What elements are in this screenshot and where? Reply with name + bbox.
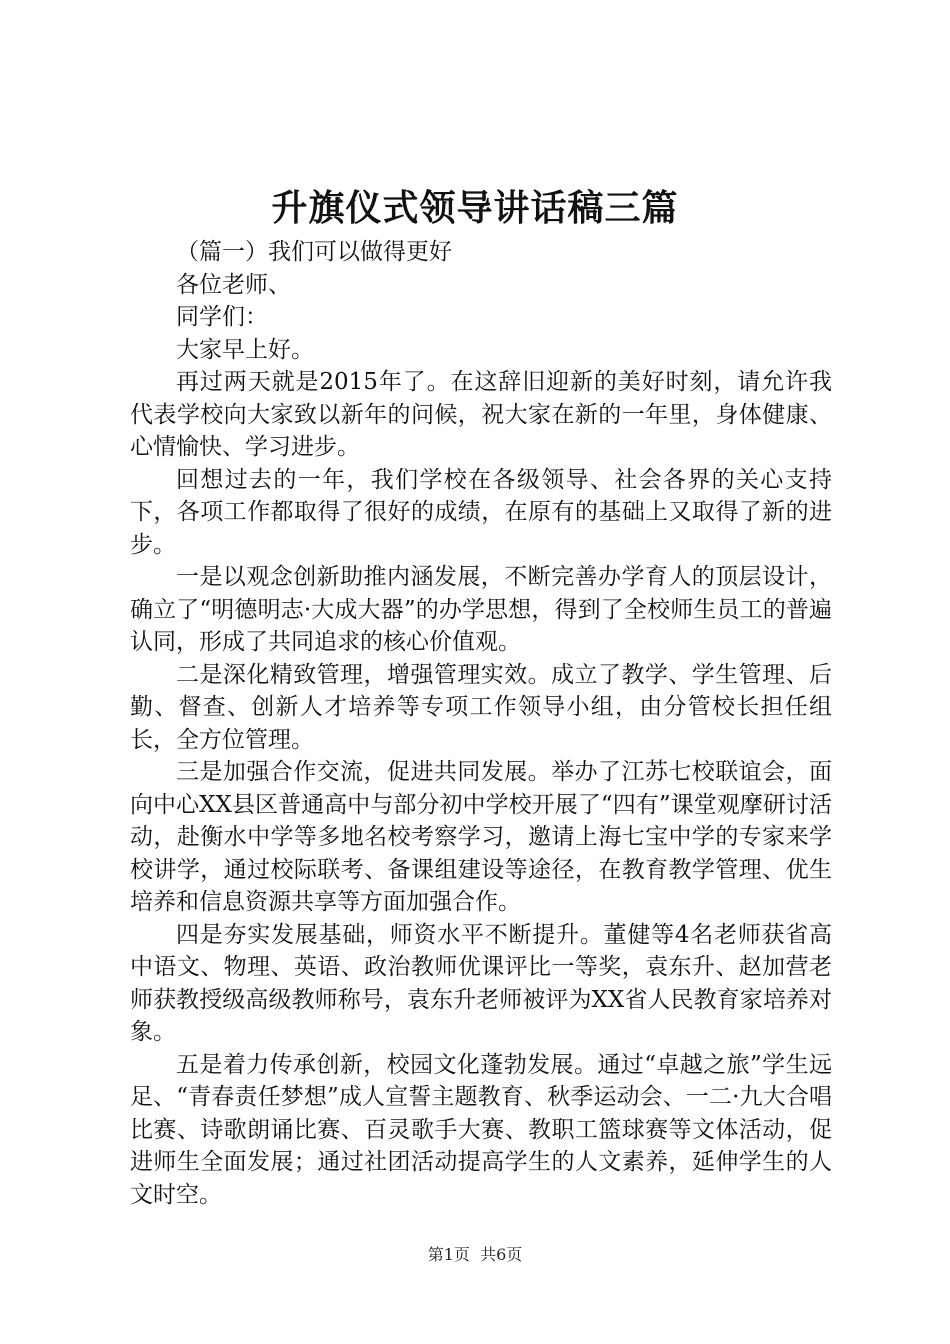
page-number: 第1页 共6页 (427, 1245, 523, 1264)
body-paragraph: 四是夯实发展基础，师资水平不断提升。董健等4名老师获省高中语文、物理、英语、政治教师优课评比一等奖，袁东升、赵加营老师获教授级高级教师称号，袁东升老师被评为XX省人民教育家培养对象。 (130, 921, 832, 1045)
salutation-line: 各位老师、 (176, 271, 291, 298)
body-paragraph: 三是加强合作交流，促进共同发展。举办了江苏七校联谊会，面向中心XX县区普通高中与部分初中学校开展了“四有”课堂观摩研讨活动，赴衡水中学等多地名校考察学习，邀请上海七宝中学的专家来学校讲学，通过校际联考、备课组建设等途径，在教育教学管理、优生培养和信息资源共享等方面加强合作。 (130, 759, 832, 915)
document-body (130, 236, 832, 1211)
body-paragraph: 一是以观念创新助推内涵发展，不断完善办学育人的顶层设计，确立了“明德明志·大成大器”的办学思想，得到了全校师生员工的普遍认同，形成了共同追求的核心价值观。 (130, 564, 832, 655)
page-footer (0, 1244, 950, 1266)
body-paragraph: 五是着力传承创新，校园文化蓬勃发展。通过“卓越之旅”学生远足、“青春责任梦想”成人宣誓主题教育、秋季运动会、一二·九大合唱比赛、诗歌朗诵比赛、百灵歌手大赛、教职工篮球赛等文体活动，促进师生全面发展；通过社团活动提高学生的人文素养，延伸学生的人文时空。 (130, 1051, 832, 1208)
body-paragraph: 回想过去的一年，我们学校在各级领导、社会各界的关心支持下，各项工作都取得了很好的成绩，在原有的基础上又取得了新的进步。 (130, 466, 832, 558)
body-paragraph: 二是深化精致管理，增强管理实效。成立了教学、学生管理、后勤、督查、创新人才培养等专项工作领导小组，由分管校长担任组长，全方位管理。 (130, 661, 832, 753)
section-heading: （篇一）我们可以做得更好 (176, 239, 452, 265)
document-title: 升旗仪式领导讲话稿三篇 (271, 187, 679, 229)
body-paragraph: 再过两天就是2015年了。在这辞旧迎新的美好时刻，请允许我代表学校向大家致以新年的问候，祝大家在新的一年里，身体健康、心情愉快、学习进步。 (130, 369, 832, 460)
salutation-line: 同学们： (176, 304, 268, 330)
greeting-line: 大家早上好。 (176, 336, 314, 363)
